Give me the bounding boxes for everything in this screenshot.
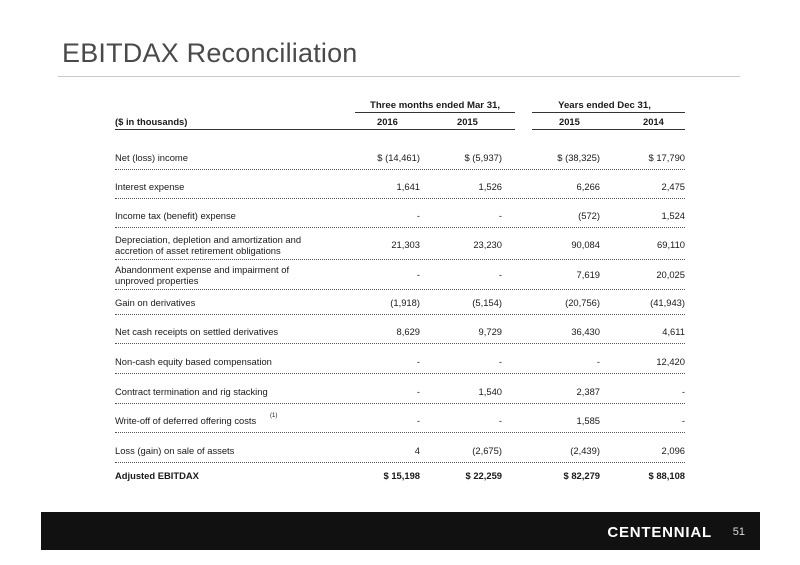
row-label: Net (loss) income <box>115 152 188 163</box>
table-cell: - <box>498 415 502 426</box>
table-cell: 23,230 <box>473 239 502 250</box>
row-separator <box>115 403 685 404</box>
row-separator <box>115 289 685 290</box>
table-cell: (2,439) <box>570 445 600 456</box>
row-label: Abandonment expense and impairment of unproved properties <box>115 264 290 286</box>
table-cell: 4 <box>414 445 420 456</box>
table-cell: $ 17,790 <box>648 152 685 163</box>
total-label: Adjusted EBITDAX <box>115 470 199 481</box>
total-cell: $ 88,108 <box>648 470 685 481</box>
table-cell: - <box>681 386 685 397</box>
row-label: Income tax (benefit) expense <box>115 210 236 221</box>
table-cell: - <box>416 210 420 221</box>
table-cell: 20,025 <box>656 269 685 280</box>
table-cell: 4,611 <box>662 326 685 337</box>
table-cell: 6,266 <box>576 181 600 192</box>
table-cell: - <box>498 210 502 221</box>
column-header: 2015 <box>457 116 478 127</box>
table-cell: 1,526 <box>478 181 502 192</box>
row-label: Contract termination and rig stacking <box>115 386 268 397</box>
table-cell: 12,420 <box>656 356 685 367</box>
table-cell: 8,629 <box>396 326 420 337</box>
row-label: Loss (gain) on sale of assets <box>115 445 235 456</box>
table-cell: 2,475 <box>661 181 685 192</box>
page-title: EBITDAX Reconciliation <box>62 38 358 68</box>
table-cell: 69,110 <box>657 239 685 250</box>
table-cell: - <box>416 415 420 426</box>
row-separator <box>115 169 685 170</box>
table-cell: (2,675) <box>472 445 502 456</box>
row-separator <box>115 343 685 344</box>
row-separator <box>115 198 685 199</box>
table-cell: - <box>416 356 420 367</box>
table-cell: (20,756) <box>565 297 600 308</box>
header-underline-left <box>115 129 515 130</box>
row-label: Gain on derivatives <box>115 297 196 308</box>
total-cell: $ 82,279 <box>563 470 600 481</box>
footer-bar <box>41 512 760 550</box>
table-cell: 1,524 <box>661 210 685 221</box>
table-cell: 1,641 <box>396 181 420 192</box>
footnote-marker: (1) <box>270 413 278 419</box>
table-cell: (41,943) <box>650 297 685 308</box>
table-cell: - <box>498 356 502 367</box>
table-cell: - <box>416 269 420 280</box>
row-separator <box>115 373 685 374</box>
table-cell: 1,585 <box>576 415 600 426</box>
company-logo: CENTENNIAL <box>607 524 712 541</box>
group-underline-quarter <box>355 112 515 113</box>
table-cell: $ (14,461) <box>377 152 420 163</box>
table-cell: 2,387 <box>576 386 600 397</box>
table-cell: 7,619 <box>576 269 600 280</box>
table-cell: 1,540 <box>478 386 502 397</box>
row-separator <box>115 432 685 433</box>
table-cell: $ (5,937) <box>464 152 502 163</box>
row-separator <box>115 314 685 315</box>
total-cell: $ 15,198 <box>383 470 420 481</box>
title-divider <box>58 76 740 77</box>
total-cell: $ 22,259 <box>465 470 502 481</box>
row-separator <box>115 259 685 260</box>
row-label: Net cash receipts on settled derivatives <box>115 326 279 337</box>
group-header-years: Years ended Dec 31, <box>558 100 651 111</box>
row-label: Write-off of deferred offering costs <box>115 415 257 426</box>
column-header-row <box>115 116 685 129</box>
row-label: Interest expense <box>115 181 185 192</box>
group-header-quarter: Three months ended Mar 31, <box>369 100 501 111</box>
table-cell: (5,154) <box>472 297 502 308</box>
table-cell: 9,729 <box>478 326 502 337</box>
row-separator <box>115 462 685 463</box>
header-underline-right <box>532 129 685 130</box>
column-header: 2014 <box>643 116 664 127</box>
table-cell: 2,096 <box>661 445 685 456</box>
page-number: 51 <box>732 526 745 538</box>
table-cell: (1,918) <box>390 297 420 308</box>
table-cell: 90,084 <box>571 239 600 250</box>
table-cell: (572) <box>578 210 600 221</box>
column-header: 2016 <box>377 116 398 127</box>
table-cell: - <box>681 415 685 426</box>
row-label: Depreciation, depletion and amortization and accretion of asset retirement obligations <box>115 234 302 256</box>
row-separator <box>115 227 685 228</box>
table-cell: - <box>596 356 600 367</box>
units-label: ($ in thousands) <box>115 116 188 127</box>
column-header: 2015 <box>559 116 580 127</box>
table-cell: $ (38,325) <box>557 152 600 163</box>
group-underline-years <box>532 112 685 113</box>
table-cell: - <box>498 269 502 280</box>
table-cell: 36,430 <box>571 326 600 337</box>
row-label: Non-cash equity based compensation <box>115 356 272 367</box>
table-cell: 21,303 <box>391 239 420 250</box>
table-cell: - <box>416 386 420 397</box>
